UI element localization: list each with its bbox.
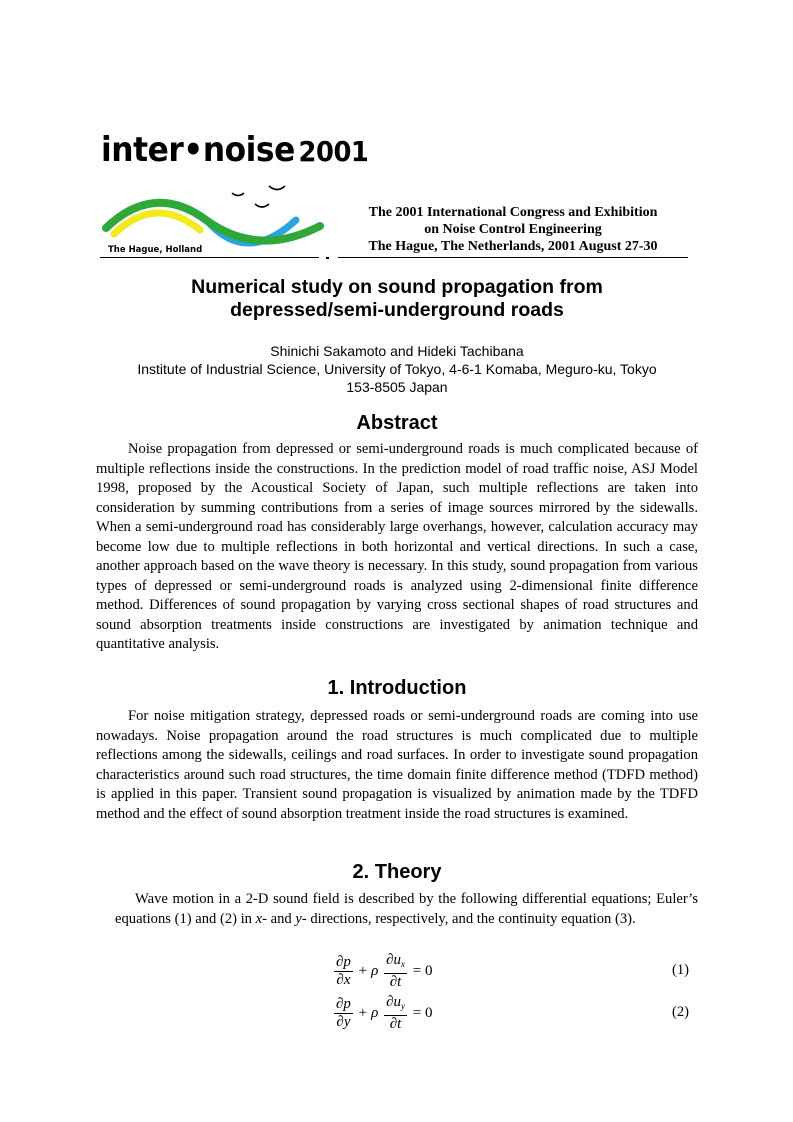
subscript: x — [401, 959, 406, 969]
equation-number-2: (2) — [672, 1004, 690, 1020]
logo-wordmark — [101, 130, 369, 170]
variable-y: y — [295, 910, 302, 927]
affiliation-line-1: Institute of Industrial Science, University of Tokyo, 4-6-1 Komaba, Meguro-ku, Tokyo — [137, 361, 657, 377]
numerator: ∂p — [336, 996, 351, 1012]
title-line-1: Numerical study on sound propagation from — [191, 276, 603, 298]
denominator: ∂y — [336, 1014, 351, 1030]
paper-title — [96, 276, 698, 322]
du-dt-fraction — [384, 952, 407, 991]
author-block — [90, 342, 704, 396]
plus-sign: + — [358, 1005, 368, 1021]
equation-1 — [334, 952, 434, 991]
affiliation-line-2: 153-8505 Japan — [346, 379, 448, 395]
numerator — [384, 994, 407, 1016]
theory-intro-part-3: - directions, respectively, and the continuity equation (3). — [301, 910, 636, 927]
abstract-text: Noise propagation from depressed or semi-underground roads is much complicated because of multiple reflections inside the constructions. In the prediction model of road traffic noise, ASJ Model 1998, proposed by the Acoustical Society of Japan, such multiple reflections are taken into consideration by summing contributions from a series of image sources mirrored by the sidewalls. When a semi-underground road has considerably large overhangs, however, calculation accuracy may become low due to multiple reflections in both horizontal and vertical directions. In such a case, another approach based on the wave theory is necessary. In this study, sound propagation from various types of depressed or semi-underground roads is analyzed using 2-dimensional finite difference method. Differences of sound propagation by varying cross sectional shapes of road structures and sound absorption treatments inside constructions are investigated by animation technique and quantitative analysis. — [96, 441, 698, 652]
theory-intro-part-2: - and — [262, 910, 296, 927]
equals-zero: = 0 — [412, 1005, 433, 1021]
subscript: y — [401, 1001, 406, 1011]
header-rule — [338, 257, 688, 258]
dp-dy-fraction — [334, 996, 353, 1031]
denominator: ∂t — [389, 974, 402, 990]
dp-dx-fraction — [334, 954, 353, 989]
equals-zero: = 0 — [412, 963, 433, 979]
du-symbol: ∂u — [386, 952, 402, 968]
seagull-icon — [232, 193, 244, 196]
green-wave-icon — [106, 203, 320, 241]
rho-symbol: ρ — [371, 963, 379, 979]
conference-line-3: The Hague, The Netherlands, 2001 August 27-30 — [368, 239, 658, 254]
logo-rule — [100, 257, 319, 258]
denominator: ∂x — [336, 972, 351, 988]
conference-line-1: The 2001 International Congress and Exhibition — [368, 205, 658, 220]
wave-logo-icon — [100, 182, 330, 254]
logo-wordmark-text: inter•noise — [101, 130, 295, 170]
seagull-icon — [269, 186, 285, 190]
logo-city: The Hague, Holland — [108, 245, 203, 255]
rho-symbol: ρ — [371, 1005, 379, 1021]
seagull-icon — [255, 204, 269, 207]
numerator: ∂p — [336, 954, 351, 970]
theory-intro — [115, 890, 698, 929]
plus-sign: + — [358, 963, 368, 979]
abstract-heading: Abstract — [356, 412, 438, 434]
conference-header — [338, 204, 688, 255]
conference-line-2: on Noise Control Engineering — [424, 222, 602, 237]
introduction-heading: 1. Introduction — [327, 677, 467, 699]
theory-heading: 2. Theory — [352, 861, 442, 883]
theory-intro-part-1: Wave motion in a 2-D sound field is described by the following differential equations; Euler’s equations (1) and (2) in — [115, 891, 698, 927]
denominator: ∂t — [389, 1016, 402, 1032]
numerator — [384, 952, 407, 974]
author-names: Shinichi Sakamoto and Hideki Tachibana — [270, 343, 524, 359]
variable-x: x — [255, 910, 263, 927]
equation-2 — [334, 994, 434, 1033]
du-symbol: ∂u — [386, 994, 402, 1010]
logo-year: 2001 — [298, 135, 369, 168]
introduction-text: For noise mitigation strategy, depressed roads or semi-underground roads are coming into use nowadays. Noise propagation around the road structures is much complicated due to multiple reflections among the sidewalls, ceilings and road surfaces. In order to investigate sound propagation characteristics around such road structures, the time domain finite difference method (TDFD method) is applied in this paper. Transient sound propagation is visualized by animation made by the TDFD method and the effect of sound absorption treatment inside the road structures is examined. — [96, 708, 698, 822]
du-dt-fraction — [384, 994, 407, 1033]
title-line-2: depressed/semi-underground roads — [230, 299, 564, 321]
equation-number-1: (1) — [672, 962, 690, 978]
rule-dot — [326, 257, 329, 259]
